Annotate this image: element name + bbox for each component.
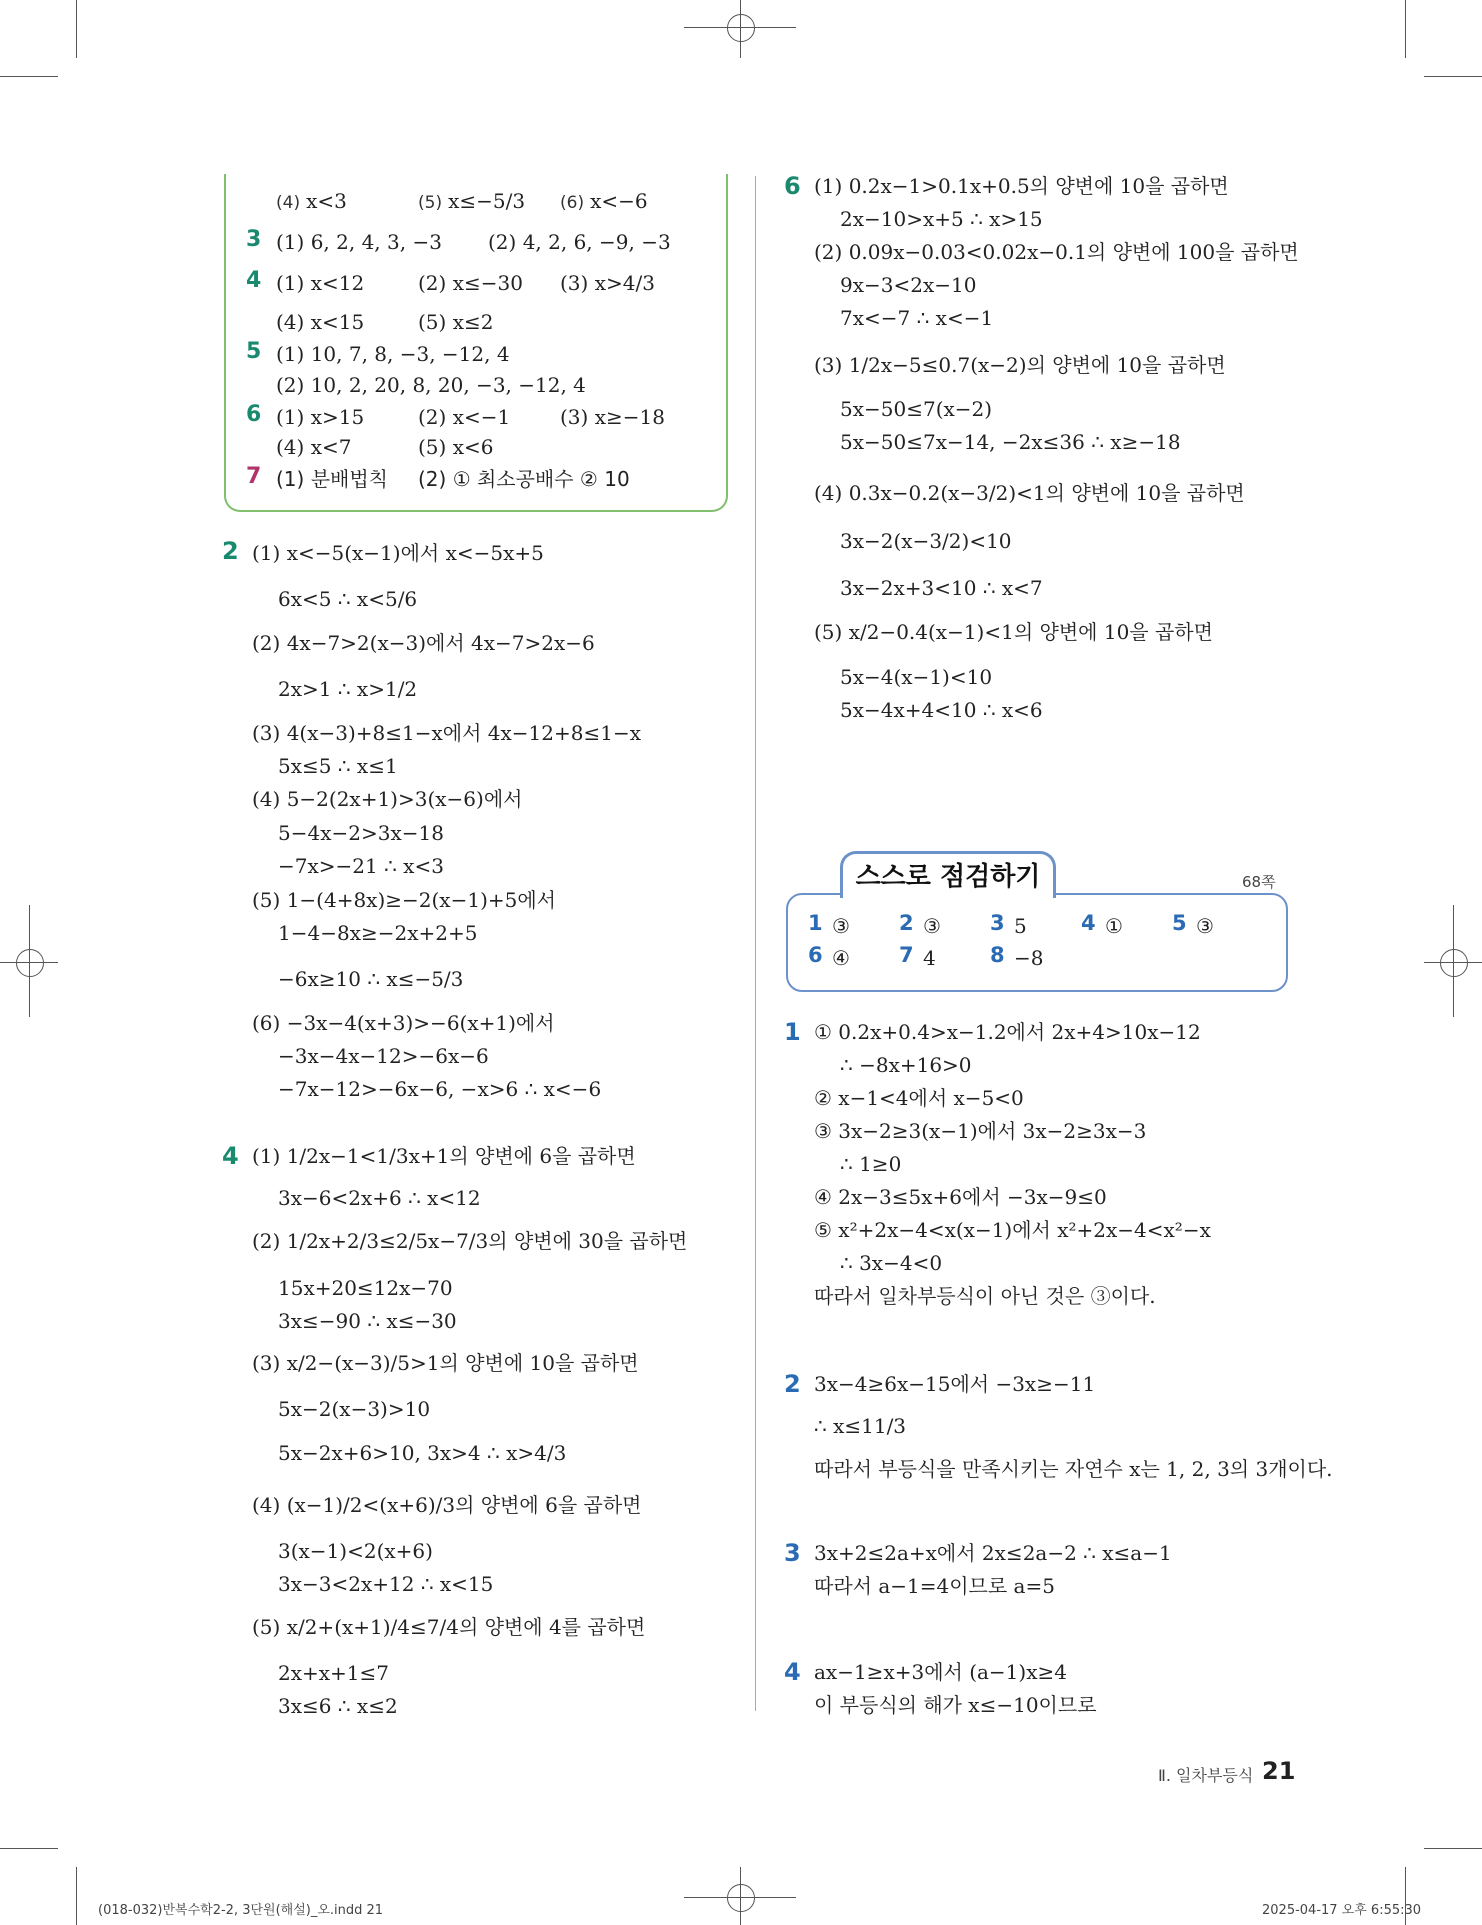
- solution-line: (4) 0.3x−0.2(x−3/2)<1의 양변에 10을 곱하면: [814, 481, 1245, 505]
- solution-line: 1−4−8x≥−2x+2+5: [278, 921, 478, 945]
- page-reference: 68쪽: [1242, 873, 1276, 891]
- answer-value: (2) ① 최소공배수 ② 10: [418, 467, 630, 491]
- answer-row: [560, 188, 648, 216]
- self-check-title: 스스로 점검하기: [840, 851, 1056, 898]
- crop-mark: [1424, 1848, 1482, 1849]
- answer-value: (2) 4, 2, 6, −9, −3: [488, 230, 671, 254]
- registration-mark: [1440, 949, 1468, 977]
- solution-line: −7x−12>−6x−6, −x>6 ∴ x<−6: [278, 1077, 602, 1101]
- answer-value: x≤−5/3: [448, 189, 526, 213]
- solution-line: 3x−2(x−3/2)<10: [840, 529, 1012, 553]
- solution-line: (5) x/2+(x+1)/4≤7/4의 양변에 4를 곱하면: [252, 1615, 646, 1639]
- registration-mark: [740, 1867, 741, 1925]
- solution-line: 15x+20≤12x−70: [278, 1276, 453, 1300]
- answer-value: (3) x≥−18: [560, 405, 665, 429]
- check-number: 7: [899, 943, 914, 967]
- solution-line: 5x−50≤7x−14, −2x≤36 ∴ x≥−18: [840, 430, 1181, 454]
- solution-line: ③ 3x−2≥3(x−1)에서 3x−2≥3x−3: [814, 1119, 1147, 1143]
- solution-line: 5x−4x+4<10 ∴ x<6: [840, 698, 1043, 722]
- check-number: 6: [808, 943, 823, 967]
- solution-line: (1) x<−5(x−1)에서 x<−5x+5: [252, 541, 544, 565]
- solution-line: 5x−50≤7(x−2): [840, 397, 993, 421]
- check-answer: ③: [1196, 914, 1214, 938]
- solution-line: (2) 0.09x−0.03<0.02x−0.1의 양변에 100을 곱하면: [814, 240, 1299, 264]
- solution-line: 이 부등식의 해가 x≤−10이므로: [814, 1693, 1097, 1717]
- solution-line: ∴ −8x+16>0: [840, 1053, 972, 1077]
- solution-line: ④ 2x−3≤5x+6에서 −3x−9≤0: [814, 1185, 1107, 1209]
- solution-line: (3) 4(x−3)+8≤1−x에서 4x−12+8≤1−x: [252, 721, 641, 745]
- solution-line: 3x−3<2x+12 ∴ x<15: [278, 1572, 494, 1596]
- solution-line: 3x−2x+3<10 ∴ x<7: [840, 576, 1043, 600]
- section-label: Ⅱ. 일차부등식: [1158, 1766, 1254, 1785]
- answer-value: x<3: [306, 189, 347, 213]
- solution-line: 2x−10>x+5 ∴ x>15: [840, 207, 1043, 231]
- answer-value: (1) 10, 7, 8, −3, −12, 4: [276, 342, 510, 366]
- check-answer: 5: [1014, 914, 1027, 938]
- check-answer: ③: [832, 914, 850, 938]
- solution-line: ⑤ x²+2x−4<x(x−1)에서 x²+2x−4<x²−x: [814, 1218, 1211, 1242]
- check-number: 3: [990, 911, 1005, 935]
- question-number: 3: [246, 227, 262, 252]
- solution-line: (1) 0.2x−1>0.1x+0.5의 양변에 10을 곱하면: [814, 174, 1229, 198]
- answer-value: (2) x≤−30: [418, 271, 523, 295]
- answer-value: x<−6: [590, 189, 648, 213]
- crop-mark: [1405, 0, 1406, 58]
- print-file-info: (018-032)반복수학2-2, 3단원(해설)_오.indd 21: [98, 1903, 384, 1918]
- solution-line: ② x−1<4에서 x−5<0: [814, 1086, 1024, 1110]
- solution-line: 3x≤6 ∴ x≤2: [278, 1694, 398, 1718]
- check-number: 8: [990, 943, 1005, 967]
- solution-line: 3x+2≤2a+x에서 2x≤2a−2 ∴ x≤a−1: [814, 1541, 1172, 1565]
- crop-mark: [76, 0, 77, 58]
- crop-mark: [1424, 76, 1482, 77]
- problem-number: 4: [784, 1658, 801, 1686]
- solution-line: 5−4x−2>3x−18: [278, 821, 444, 845]
- solution-line: 5x≤5 ∴ x≤1: [278, 754, 398, 778]
- solution-line: ax−1≥x+3에서 (a−1)x≥4: [814, 1660, 1067, 1684]
- solution-line: ∴ 1≥0: [840, 1152, 902, 1176]
- crop-mark: [0, 76, 58, 77]
- problem-number: 2: [784, 1370, 801, 1398]
- registration-mark: [727, 14, 755, 42]
- answer-row: [276, 188, 347, 216]
- solution-line: 9x−3<2x−10: [840, 273, 977, 297]
- solution-line: ① 0.2x+0.4>x−1.2에서 2x+4>10x−12: [814, 1020, 1201, 1044]
- registration-mark: [740, 0, 741, 58]
- solution-line: (4) (x−1)/2<(x+6)/3의 양변에 6을 곱하면: [252, 1493, 642, 1517]
- answer-value: (2) x<−1: [418, 405, 511, 429]
- solution-line: 5x−2(x−3)>10: [278, 1397, 431, 1421]
- question-number: 7: [246, 464, 262, 489]
- self-check-box: [786, 893, 1288, 992]
- solution-line: ∴ 3x−4<0: [840, 1251, 943, 1275]
- check-number: 2: [899, 911, 914, 935]
- answer-value: (1) x>15: [276, 405, 365, 429]
- question-number: 4: [246, 268, 262, 293]
- solution-line: 7x<−7 ∴ x<−1: [840, 306, 994, 330]
- solution-line: (1) 1/2x−1<1/3x+1의 양변에 6을 곱하면: [252, 1144, 636, 1168]
- solution-line: (6) −3x−4(x+3)>−6(x+1)에서: [252, 1011, 555, 1035]
- registration-mark: [29, 905, 30, 1017]
- check-number: 5: [1172, 911, 1187, 935]
- check-answer: ④: [832, 946, 850, 970]
- solution-line: (5) x/2−0.4(x−1)<1의 양변에 10을 곱하면: [814, 620, 1213, 644]
- column-divider: [755, 176, 756, 1711]
- solution-line: (3) x/2−(x−3)/5>1의 양변에 10을 곱하면: [252, 1351, 639, 1375]
- solution-line: 5x−2x+6>10, 3x>4 ∴ x>4/3: [278, 1441, 567, 1465]
- answer-value: (1) x<12: [276, 271, 365, 295]
- solution-line: 3x≤−90 ∴ x≤−30: [278, 1309, 457, 1333]
- solution-line: 2x+x+1≤7: [278, 1661, 390, 1685]
- solution-line: (2) 4x−7>2(x−3)에서 4x−7>2x−6: [252, 631, 595, 655]
- page-number: 21: [1262, 1757, 1296, 1785]
- check-number: 4: [1081, 911, 1096, 935]
- answer-row: [418, 188, 525, 216]
- registration-mark: [16, 949, 44, 977]
- solution-line: ∴ x≤11/3: [814, 1414, 907, 1438]
- problem-number: 1: [784, 1018, 801, 1046]
- answer-value: (1) 6, 2, 4, 3, −3: [276, 230, 442, 254]
- solution-line: (5) 1−(4+8x)≥−2(x−1)+5에서: [252, 888, 556, 912]
- solution-line: 따라서 a−1=4이므로 a=5: [814, 1574, 1055, 1598]
- solution-line: 6x<5 ∴ x<5/6: [278, 587, 418, 611]
- crop-mark: [76, 1867, 77, 1925]
- answer-value: (2) 10, 2, 20, 8, 20, −3, −12, 4: [276, 373, 586, 397]
- check-answer: ①: [1105, 914, 1123, 938]
- solution-line: (4) 5−2(2x+1)>3(x−6)에서: [252, 787, 523, 811]
- solution-line: 3x−6<2x+6 ∴ x<12: [278, 1186, 481, 1210]
- answer-value: (3) x>4/3: [560, 271, 655, 295]
- problem-number: 2: [222, 537, 239, 565]
- registration-mark: [727, 1884, 755, 1912]
- answer-value: (4) x<7: [276, 435, 352, 459]
- check-answer: −8: [1014, 946, 1044, 970]
- solution-line: 3(x−1)<2(x+6): [278, 1539, 433, 1563]
- check-number: 1: [808, 911, 823, 935]
- solution-line: 5x−4(x−1)<10: [840, 665, 993, 689]
- question-number: 6: [246, 402, 262, 427]
- solution-line: (2) 1/2x+2/3≤2/5x−7/3의 양변에 30을 곱하면: [252, 1229, 688, 1253]
- answer-value: (4) x<15: [276, 310, 365, 334]
- check-answer: ③: [923, 914, 941, 938]
- solution-line: 따라서 일차부등식이 아닌 것은 ③이다.: [814, 1284, 1156, 1308]
- answer-value: (1) 분배법칙: [276, 467, 388, 491]
- problem-number: 6: [784, 172, 801, 200]
- crop-mark: [0, 1848, 58, 1849]
- answer-value: (5) x≤2: [418, 310, 494, 334]
- solution-line: (3) 1/2x−5≤0.7(x−2)의 양변에 10을 곱하면: [814, 353, 1226, 377]
- solution-line: −7x>−21 ∴ x<3: [278, 854, 444, 878]
- solution-line: 3x−4≥6x−15에서 −3x≥−11: [814, 1372, 1096, 1396]
- solution-line: 따라서 부등식을 만족시키는 자연수 x는 1, 2, 3의 3개이다.: [814, 1457, 1333, 1481]
- registration-mark: [1453, 905, 1454, 1017]
- solution-line: −6x≥10 ∴ x≤−5/3: [278, 967, 464, 991]
- solution-line: 2x>1 ∴ x>1/2: [278, 677, 418, 701]
- answer-value: (5) x<6: [418, 435, 494, 459]
- item-number: (5): [418, 193, 443, 213]
- print-datetime: 2025-04-17 오후 6:55:30: [1262, 1903, 1422, 1918]
- item-number: (6): [560, 193, 585, 213]
- problem-number: 4: [222, 1142, 239, 1170]
- question-number: 5: [246, 339, 262, 364]
- check-answer: 4: [923, 946, 936, 970]
- solution-line: −3x−4x−12>−6x−6: [278, 1044, 489, 1068]
- problem-number: 3: [784, 1539, 801, 1567]
- item-number: (4): [276, 193, 301, 213]
